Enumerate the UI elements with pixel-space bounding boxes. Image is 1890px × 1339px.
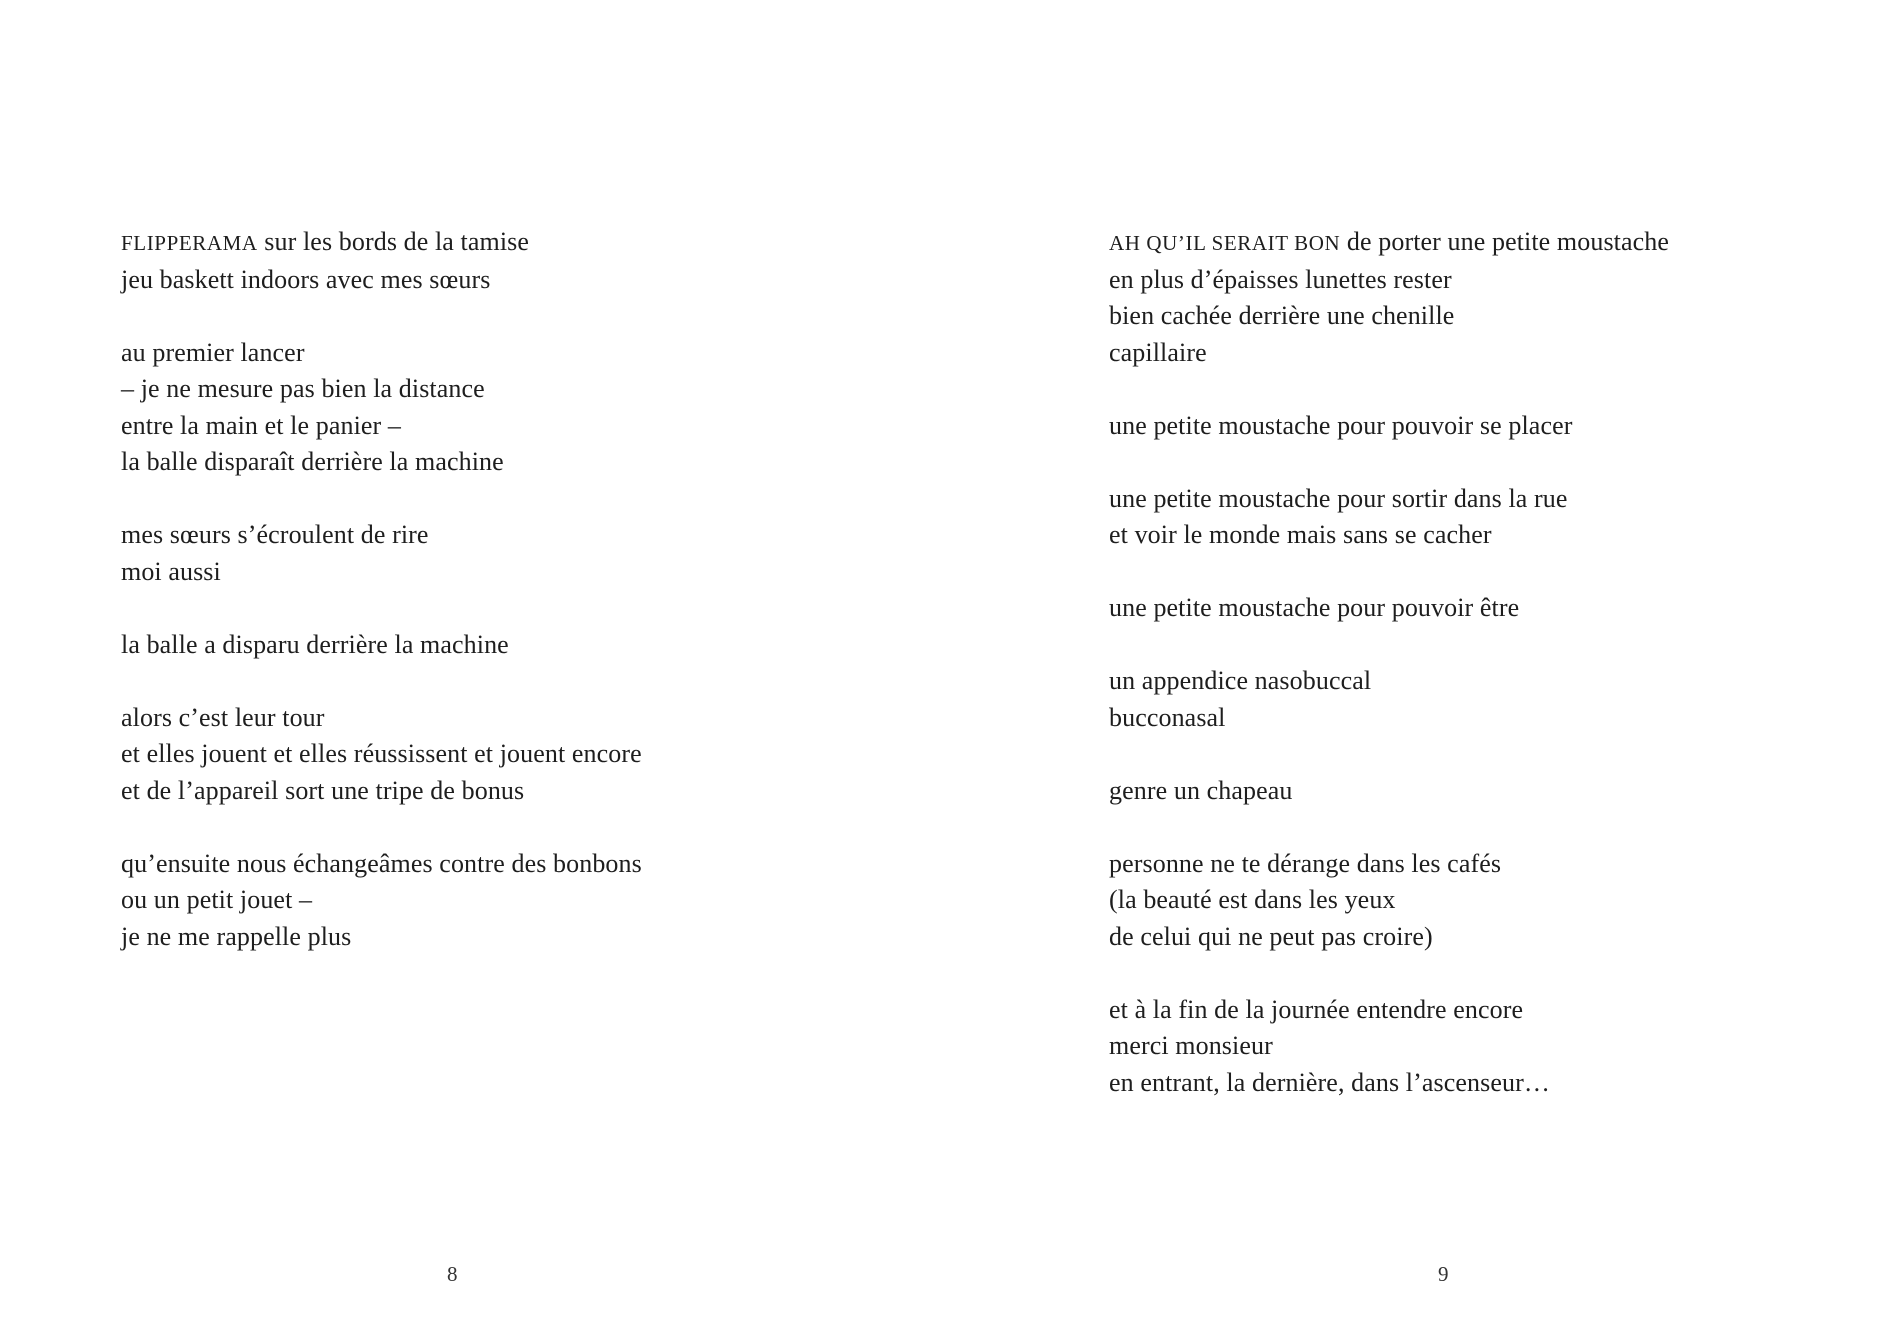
poem-title-caps: FLIPPERAMA [121,231,258,255]
stanza-2 [121,335,841,481]
poem-line: et elles jouent et elles réussissent et jouent encore [121,739,642,768]
poem-line: en plus d’épaisses lunettes rester [1109,264,1452,294]
poem-line: et à la fin de la journée entendre encore [1109,994,1524,1024]
poem-line: alors c’est leur tour [121,702,325,732]
poem-line: jeu baskett indoors avec mes sœurs [121,264,491,294]
stanza-3 [1109,481,1849,554]
poem-line: qu’ensuite nous échangeâmes contre des bonbons [121,848,642,878]
poem-line: en entrant, la dernière, dans l’ascenseur… [1109,1067,1550,1097]
poem-line: la balle a disparu derrière la machine [121,629,509,659]
stanza-4 [121,627,841,664]
poem-line: une petite moustache pour pouvoir se placer [1109,410,1573,440]
poem-line: personne ne te dérange dans les cafés [1109,848,1502,878]
stanza-8 [1109,992,1849,1102]
stanza-3 [121,517,841,590]
poem-line: (la beauté est dans les yeux [1109,885,1396,914]
poem-line: genre un chapeau [1109,775,1293,805]
poem-line: mes sœurs s’écroulent de rire [121,520,429,549]
poem-flipperama [121,224,841,955]
stanza-1 [121,224,841,298]
poem-line [121,224,841,262]
poem-line [1109,224,1849,262]
poem-line: au premier lancer [121,337,305,367]
stanza-6 [121,846,841,956]
poem-line: moi aussi [121,556,221,586]
stanza-5 [1109,663,1849,736]
stanza-6 [1109,773,1849,810]
stanza-4 [1109,590,1849,627]
poem-line: et voir le monde mais sans se cacher [1109,520,1492,549]
stanza-7 [1109,846,1849,956]
poem-first-line-rest: sur les bords de la tamise [257,227,530,256]
poem-line: la balle disparaît derrière la machine [121,447,504,476]
poem-line: de celui qui ne peut pas croire) [1109,921,1433,951]
right-page [945,0,1890,1339]
poem-moustache [1109,224,1849,1101]
poem-title-caps: AH QU’IL SERAIT BON [1109,231,1341,255]
page-number-right: 9 [1438,1262,1449,1286]
poem-line: un appendice nasobuccal [1109,666,1372,695]
poem-line: bucconasal [1109,702,1226,732]
stanza-1 [1109,224,1849,371]
poem-line: ou un petit jouet – [121,885,313,914]
stanza-2 [1109,408,1849,445]
page-number-left: 8 [447,1262,458,1286]
poem-line: une petite moustache pour sortir dans la rue [1109,483,1568,513]
poem-line: capillaire [1109,337,1207,367]
poem-line: – je ne mesure pas bien la distance [121,374,485,403]
poem-line: merci monsieur [1109,1031,1273,1060]
poem-line: une petite moustache pour pouvoir être [1109,593,1520,622]
poem-line: je ne me rappelle plus [121,921,352,951]
poem-first-line-rest: de porter une petite moustache [1340,227,1670,256]
poem-line: entre la main et le panier – [121,410,402,440]
poem-line: bien cachée derrière une chenille [1109,301,1455,330]
stanza-5 [121,700,841,810]
poem-line: et de l’appareil sort une tripe de bonus [121,775,525,805]
